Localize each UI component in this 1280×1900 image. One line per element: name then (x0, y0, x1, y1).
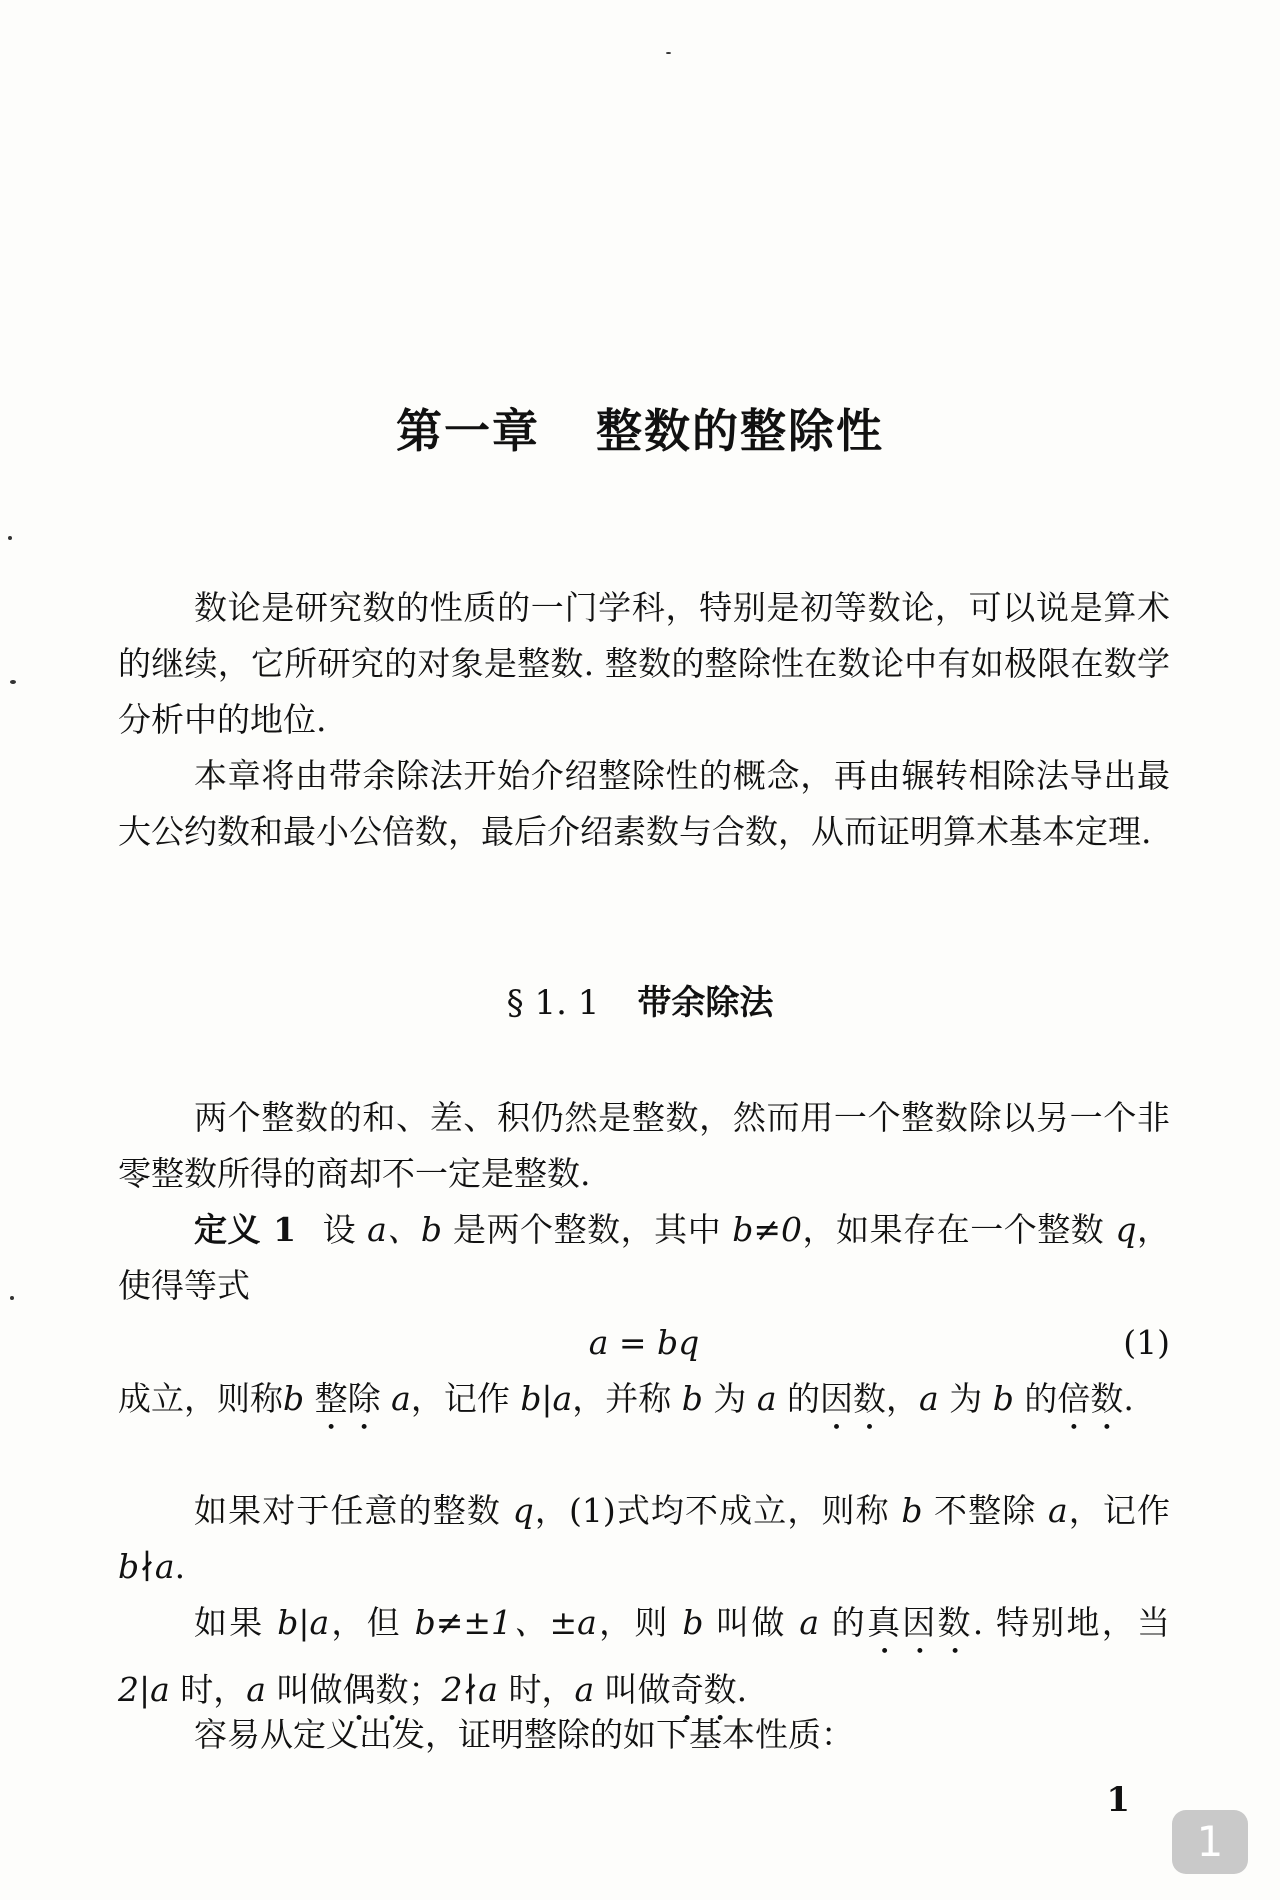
section-title: 带余除法 (637, 983, 774, 1023)
body-last-paragraph: 容易从定义出发，证明整除的如下基本性质： (194, 1715, 854, 1754)
definition-continuation: 成立，则称b 整除 a，记作 b|a，并称 b 为 a 的因数，a 为 b 的倍数. (118, 1379, 1134, 1418)
not-divides-paragraph: 如果对于任意的整数 q，(1)式均不成立，则称 b 不整除 a，记作 b∤a. (118, 1491, 1171, 1586)
page-indicator-badge[interactable]: 1 (1172, 1810, 1248, 1874)
term-even: 偶数 (342, 1670, 409, 1709)
equation-expression: a = bq (588, 1323, 700, 1362)
proper-factor-paragraph: 如果 b|a，但 b≠±1、±a，则 b 叫做 a 的真因数. 特别地，当 2|a 时，a 叫做偶数；2∤a 时，a 叫做奇数. (118, 1603, 1170, 1709)
intro-paragraph-2: 本章将由带余除法开始介绍整除性的概念，再由辗转相除法导出最大公约数和最小公倍数，最后介绍素数与合数，从而证明算术基本定理. (118, 756, 1170, 851)
term-divides: 整除 (314, 1379, 381, 1418)
equation-number: (1) (1123, 1323, 1170, 1362)
scan-speck (8, 536, 12, 540)
chapter-name: 整数的整除性 (596, 404, 884, 458)
term-odd: 奇数 (670, 1670, 737, 1709)
scan-speck (666, 52, 671, 54)
section-heading (0, 975, 1280, 1024)
scan-speck (10, 1296, 14, 1300)
definition-paragraph: 定义 1 设 a、b 是两个整数，其中 b≠0，如果存在一个整数 q，使得等式 (118, 1210, 1170, 1305)
chapter-title (0, 395, 1280, 461)
page-number: 1 (1106, 1780, 1130, 1820)
definition-label: 定义 1 (194, 1210, 297, 1249)
term-proper-factor: 真因数 (867, 1603, 973, 1642)
term-multiple: 倍数 (1057, 1379, 1124, 1418)
body-paragraph-1: 两个整数的和、差、积仍然是整数，然而用一个整数除以另一个非零整数所得的商却不一定是整数. (118, 1098, 1170, 1193)
section-number: § 1. 1 (506, 983, 600, 1023)
chapter-label: 第一章 (396, 404, 540, 458)
intro-paragraph-1: 数论是研究数的性质的一门学科，特别是初等数论，可以说是算术的继续，它所研究的对象是整数. 整数的整除性在数论中有如极限在数学分析中的地位. (118, 588, 1170, 739)
scan-speck (10, 680, 16, 684)
term-factor: 因数 (820, 1379, 887, 1418)
equation-1 (118, 1315, 1170, 1371)
